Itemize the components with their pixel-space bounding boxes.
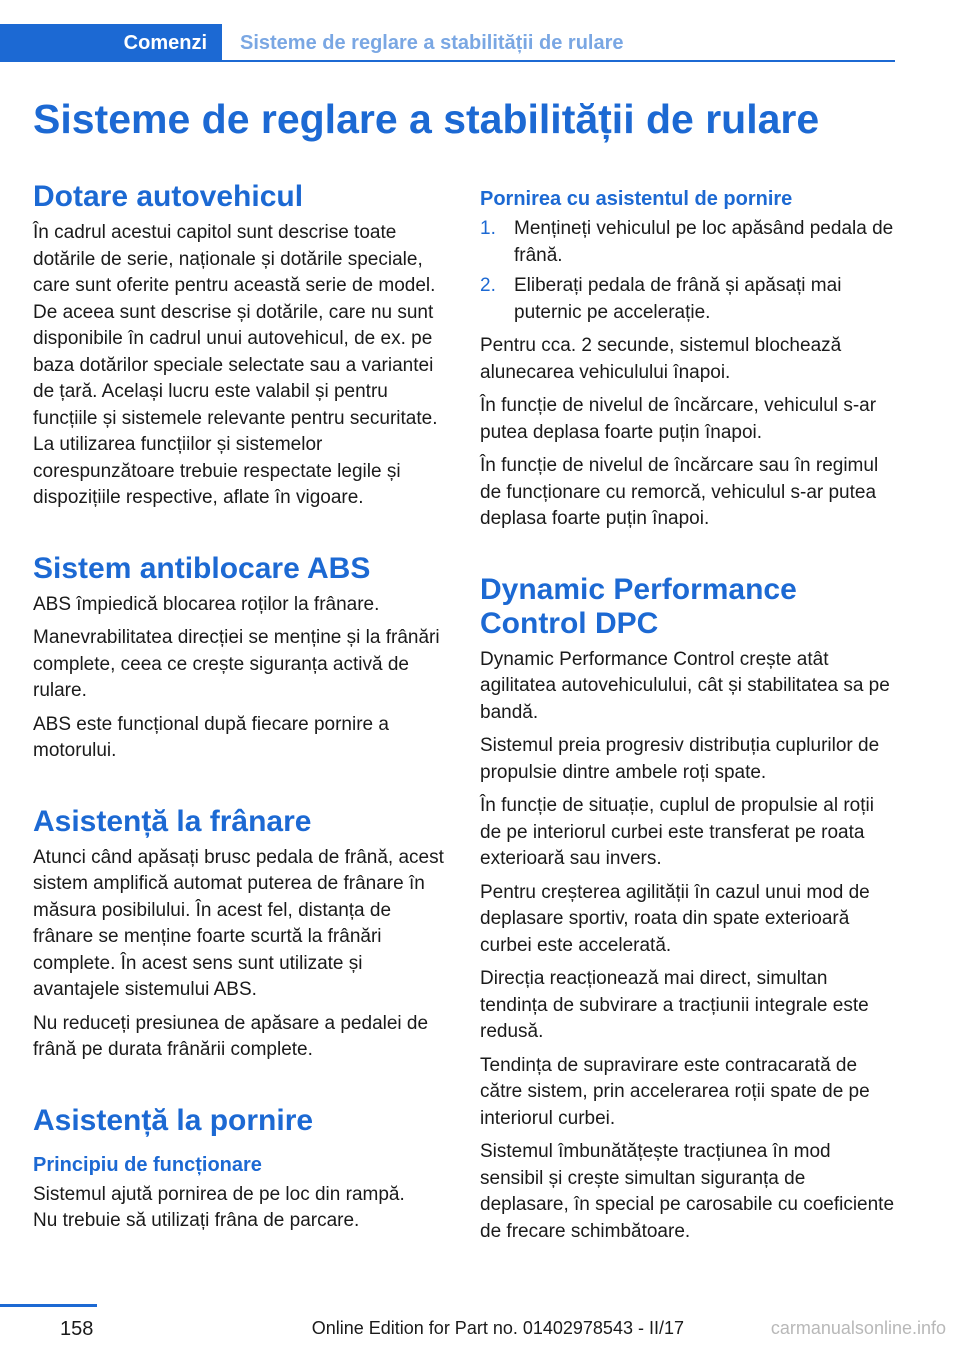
paragraph: Sistemul preia progresiv distribuția cuplurilor de propulsie dintre ambele roți spate. [480, 735, 880, 783]
list-item [480, 273, 898, 326]
step-number: 2. [480, 275, 496, 296]
subheading: Pornirea cu asistentul de pornire [480, 188, 793, 210]
step-number: 1. [480, 218, 496, 239]
paragraph: Atunci când apăsați brusc pedala de frână, acest sistem amplifică automat puterea de frânare în măsura posibilului. În acest fel, distanța de frânare se menține foarte scurtă la frânări complete. În acest sens sunt utilizate și avantajele sistemului ABS. [33, 846, 444, 1000]
header-rule [222, 60, 895, 62]
paragraph: Pentru creșterea agilității în cazul unui mod de deplasare sportiv, roata din spate exterioară curbei este accelerată. [480, 881, 870, 956]
paragraph: În cadrul acestui capitol sunt descrise toate dotările de serie, naționale și dotările speciale, care sunt oferite pentru această serie de model. De aceea sunt descrise și dotările, care nu sunt disponibile în cadrul unui autovehicul, de ex. pe baza dotărilor speciale selectate sau a variantei de țară. Același lucru este valabil și pentru funcțiile și sistemele relevante pentru securitate. La utilizarea funcțiilor și sistemelor corespunzătoare trebuie respectate legile și dispozițiile respective, aflate în vigoare. [33, 222, 438, 508]
watermark: carmanualsonline.info [770, 1318, 946, 1338]
paragraph: În funcție de nivelul de încărcare, vehiculul s-ar putea deplasa foarte puțin înapoi. [480, 395, 877, 443]
section-heading: Asistență la pornire [33, 1103, 314, 1137]
list-item [480, 216, 898, 269]
right-column [480, 180, 898, 1252]
step-text: Mențineți vehiculul pe loc apăsând pedala de frână. [514, 218, 894, 266]
left-column [33, 180, 451, 1242]
paragraph: Nu reduceți presiunea de apăsare a pedalei de frână pe durata frânării complete. [33, 1012, 429, 1060]
page-number: 158 [60, 1318, 94, 1340]
paragraph: ABS împiedică blocarea roților la frânare. [33, 593, 380, 615]
section-tab: Comenzi [0, 24, 222, 62]
footer-rule [0, 1304, 97, 1307]
paragraph: Sistemul ajută pornirea de pe loc din rampă. [33, 1183, 405, 1205]
paragraph: Dynamic Performance Control crește atât agilitatea autovehiculului, cât și stabilitatea sa pe bandă. [480, 648, 890, 723]
section-heading: Sistem antiblocare ABS [33, 551, 371, 585]
paragraph: În funcție de nivelul de încărcare sau în regimul de funcționare cu remorcă, vehiculul s-ar putea deplasa foarte puțin înapoi. [480, 455, 879, 529]
section-dotare [33, 180, 451, 512]
breadcrumb: Sisteme de reglare a stabilității de rulare [240, 32, 624, 54]
page-title: Sisteme de reglare a stabilității de rulare [33, 96, 820, 142]
paragraph: ABS este funcțional după fiecare pornire a motorului. [33, 713, 389, 761]
steps-list [480, 216, 898, 326]
section-heading: Asistență la frânare [33, 804, 312, 838]
section-pornire [480, 186, 898, 533]
section-heading: Dynamic Performance Control DPC [480, 572, 797, 640]
edition-note: Online Edition for Part no. 01402978543 - II/17 [311, 1318, 684, 1338]
paragraph: Manevrabilitatea direcției se menține și la frânări complete, ceea ce crește siguranța activă de rulare. [33, 627, 440, 701]
paragraph: Sistemul îmbunătățește tracțiunea în mod sensibil și crește simultan siguranța de deplasare, în special pe carosabile cu coeficiente de frecare schimbătoare. [480, 1141, 895, 1242]
subheading: Principiu de funcționare [33, 1153, 262, 1176]
paragraph: Pentru cca. 2 secunde, sistemul blochează alunecarea vehiculului înapoi. [480, 335, 842, 383]
paragraph: În funcție de situație, cuplul de propulsie al roții de pe interiorul curbei este transferat pe roata exterioară sau invers. [480, 795, 874, 869]
page-header [0, 24, 895, 62]
section-asistenta-franare [33, 805, 451, 1064]
paragraph: Direcția reacționează mai direct, simultan tendința de subvirare a tracțiunii integrale este redusă. [480, 968, 869, 1042]
section-dpc [480, 573, 898, 1246]
section-asistenta-pornire [33, 1104, 451, 1235]
paragraph: Nu trebuie să utilizați frâna de parcare. [33, 1210, 360, 1231]
paragraph: Tendința de supravirare este contracarată de către sistem, prin accelerarea roții spate de pe interiorul curbei. [480, 1054, 870, 1129]
section-abs [33, 552, 451, 765]
step-text: Eliberați pedala de frână și apăsați mai puternic pe accelerație. [514, 275, 842, 323]
section-heading: Dotare autovehicul [33, 180, 304, 213]
